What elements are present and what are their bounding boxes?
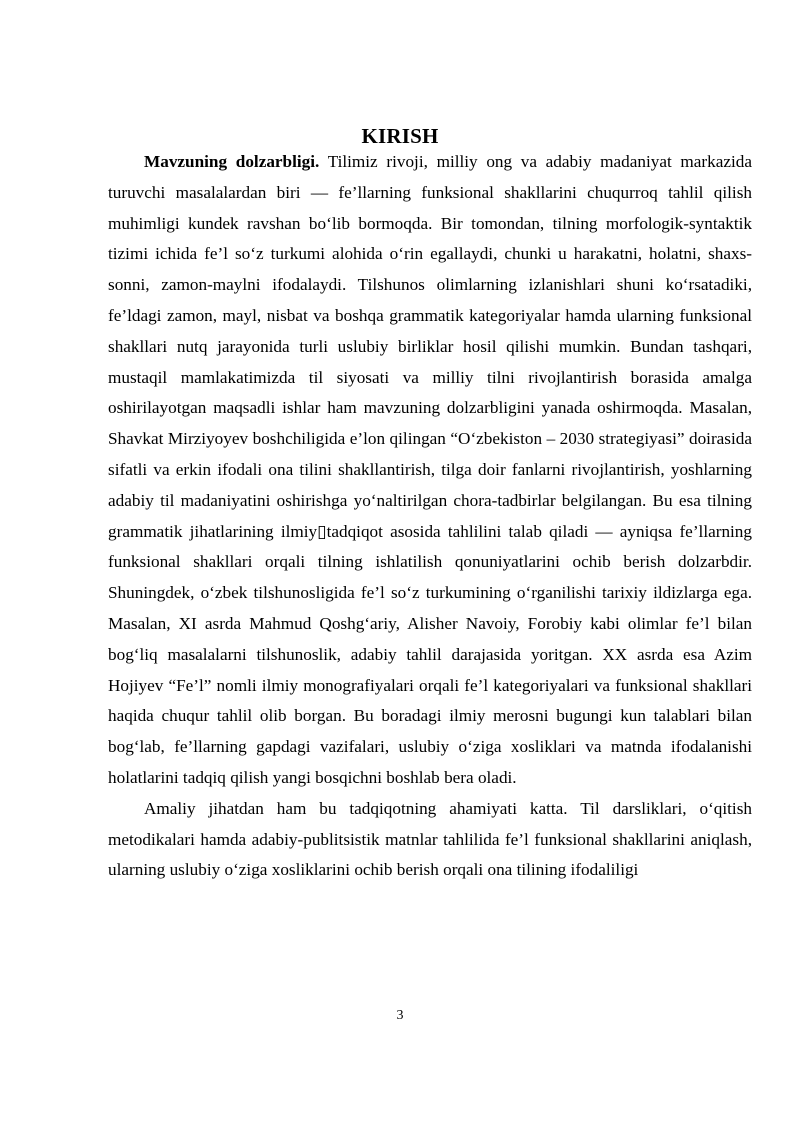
paragraph-lead: Mavzuning dolzarbligi. (144, 152, 320, 171)
page-title: KIRISH (361, 124, 439, 148)
paragraph-practical: Amaliy jihatdan ham bu tadqiqotning ahamiyati katta. Til darsliklari, o‘qitish metodikalari hamda adabiy-publitsistik matnlar tahlilida fe’l funksional shakllarini aniqlash, ularning uslubiy o‘ziga xosliklarini ochib berish orqali ona tilining ifodaliligi (108, 798, 752, 880)
paragraph-text: Tilimiz rivoji, milliy ong va adabiy madaniyat markazida turuvchi masalalardan biri — fe’llarning funksional shakllarini chuqurroq tahlil qilish muhimligi kundek ravshan bo‘lib bormoqda. Bir tomondan, tilning morfologik-syntaktik tizimi ichida fe’l so‘z turkumi alohida o‘rin egallaydi, chunki u harakatni, holatni, shaxs-sonni, zamon-maylni ifodalaydi. Tilshunos olimlarning izlanishlari shuni ko‘rsatadiki, fe’ldagi zamon, mayl, nisbat va boshqa grammatik kategoriyalar hamda ularning funksional shakllari nutq jarayonida turli uslubiy birliklar hosil qilishi mumkin. Bundan tashqari, mustaqil mamlakatimizda til siyosati va milliy tilni rivojlantirish borasida amalga oshirilayotgan maqsadli ishlar ham mavzuning dolzarbligini yanada oshirmoqda. Masalan, Shavkat Mirziyoyev boshchiligida e’lon qilingan “O‘zbekiston – 2030 strategiyasi” doirasida sifatli va erkin ifodali ona tilini shakllantirish, tilga doir fanlarni rivojlantirish, yoshlarning adabiy til madaniyatini oshirishga yo‘naltirilgan chora-tadbirlar belgilangan. Bu esa tilning grammatik jihatlarining ilmiy▯tadqiqot asosida tahlilini talab qiladi — ayniqsa fe’llarning funksional shakllari orqali tilning ishlatilish qonuniyatlarini ochib berish dolzarbdir. Shuningdek, o‘zbek tilshunosligida fe’l so‘z turkumining o‘rganilishi tarixiy ildizlarga ega. Masalan, XI asrda Mahmud Qoshg‘ariy, Alisher Navoiy, Forobiy kabi olimlar fe’l bilan bog‘liq masalalarni tilshunoslik, adabiy tahlil darajasida yoritgan. XX asrda esa Azim Hojiyev “Fe’l” nomli ilmiy monografiyalari orqali fe’l kategoriyalari va funksional shakllari haqida chuqur tahlil olib borgan. Bu boradagi ilmiy merosni bugungi kun talablari bilan bog‘lab, fe’llarning gapdagi vazifalari, uslubiy o‘ziga xosliklari va matnda ifodalanishi holatlarini tadqiq qilish yangi bosqichni boshlab bera oladi. (108, 152, 752, 787)
page-number: 3 (396, 1008, 404, 1023)
body-text (108, 147, 752, 886)
paragraph-relevance (108, 147, 752, 794)
